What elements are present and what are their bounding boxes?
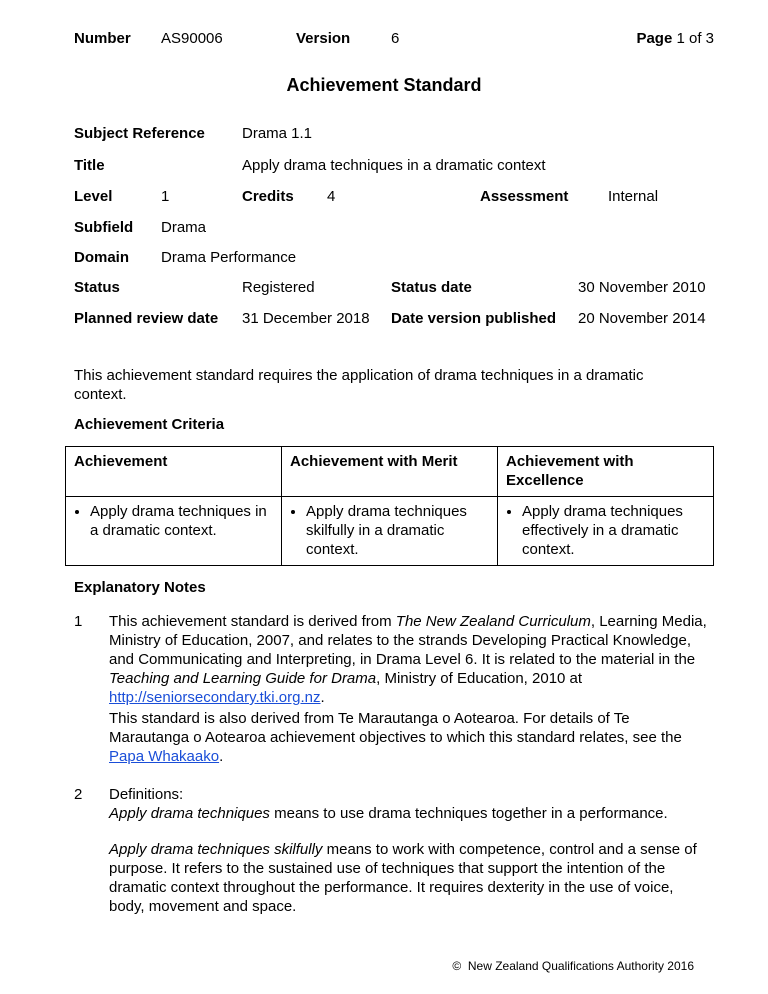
status-date-label: Status date (391, 279, 472, 296)
level-label: Level (74, 188, 113, 205)
assessment-label: Assessment (480, 188, 569, 205)
seniorsecondary-link[interactable]: http://seniorsecondary.tki.org.nz (109, 689, 321, 706)
page-title: Achievement Standard (286, 75, 482, 95)
intro-text: This achievement standard requires the application of drama techniques in a dramatic context. (74, 367, 644, 403)
page-label: Page (636, 30, 673, 47)
assessment-value: Internal (608, 188, 659, 205)
note-number-2: 2 (74, 786, 83, 803)
credits-value: 4 (327, 188, 336, 205)
domain-value: Drama Performance (161, 249, 297, 266)
definition-apply-skilfully: Apply drama techniques skilfully means to work with competence, control and a sense of purpose. It refers to the sustained use of techniques that support the intention of the dramatic context throughout the performance. It requires dexterity in the use of voice, body, movement and space. (109, 841, 697, 915)
table-row (66, 497, 714, 566)
table-cell (66, 497, 282, 566)
planned-review-label: Planned review date (74, 310, 219, 327)
definition-apply-drama-techniques: Apply drama techniques means to use drama techniques together in a performance. (109, 805, 668, 822)
footer-copyright: © New Zealand Qualifications Authority 2016 (452, 959, 694, 973)
definitions-label: Definitions: (109, 786, 184, 803)
criterion-achievement: • Apply drama techniques in a dramatic context. (90, 502, 273, 540)
subject-reference-label: Subject Reference (74, 125, 205, 142)
notes-heading: Explanatory Notes (74, 579, 206, 596)
page-indicator (636, 29, 714, 48)
title-value: Apply drama techniques in a dramatic context (242, 157, 546, 174)
note-1-paragraph-2: This standard is also derived from Te Marautanga o Aotearoa. For details of Te Marautanga o Aotearoa achievement objectives to which this standard relates, see the Papa Whakaako. (109, 710, 682, 765)
planned-review-value: 31 December 2018 (242, 310, 370, 327)
status-label: Status (74, 279, 120, 296)
date-published-value: 20 November 2014 (578, 310, 706, 327)
table-header-row (66, 447, 714, 497)
papa-whakaako-link[interactable]: Papa Whakaako (109, 748, 220, 765)
criteria-heading: Achievement Criteria (74, 416, 225, 433)
page-value: 1 of 3 (676, 30, 714, 47)
criterion-merit: • Apply drama techniques skilfully in a dramatic context. (306, 502, 489, 559)
criteria-table (65, 446, 714, 566)
level-value: 1 (161, 188, 170, 205)
column-header: Achievement with Excellence (498, 447, 714, 497)
column-header: Achievement (66, 447, 282, 497)
date-published-label: Date version published (391, 310, 557, 327)
note-number-1: 1 (74, 613, 83, 630)
status-value: Registered (242, 279, 315, 296)
version-value: 6 (391, 30, 400, 47)
credits-label: Credits (242, 188, 294, 205)
number-value: AS90006 (161, 30, 223, 47)
criterion-excellence: • Apply drama techniques effectively in a dramatic context. (522, 502, 705, 559)
subfield-label: Subfield (74, 219, 134, 236)
subfield-value: Drama (161, 219, 207, 236)
subject-reference-value: Drama 1.1 (242, 125, 313, 142)
number-label: Number (74, 30, 131, 47)
column-header: Achievement with Merit (282, 447, 498, 497)
table-cell (282, 497, 498, 566)
copyright-icon: © (452, 959, 462, 973)
domain-label: Domain (74, 249, 130, 266)
table-cell (498, 497, 714, 566)
title-label: Title (74, 157, 105, 174)
status-date-value: 30 November 2010 (578, 279, 706, 296)
version-label: Version (296, 30, 351, 47)
note-1-paragraph-1: This achievement standard is derived from The New Zealand Curriculum, Learning Media, Ministry of Education, 2007, and relates to the strands Developing Practical Knowledge, and Communicating and Interpreting, in Drama Level 6. It is related to the material in the Teaching and Learning Guide for Drama, Ministry of Education, 2010 at http://seniorsecondary.tki.org.nz. (109, 613, 707, 706)
